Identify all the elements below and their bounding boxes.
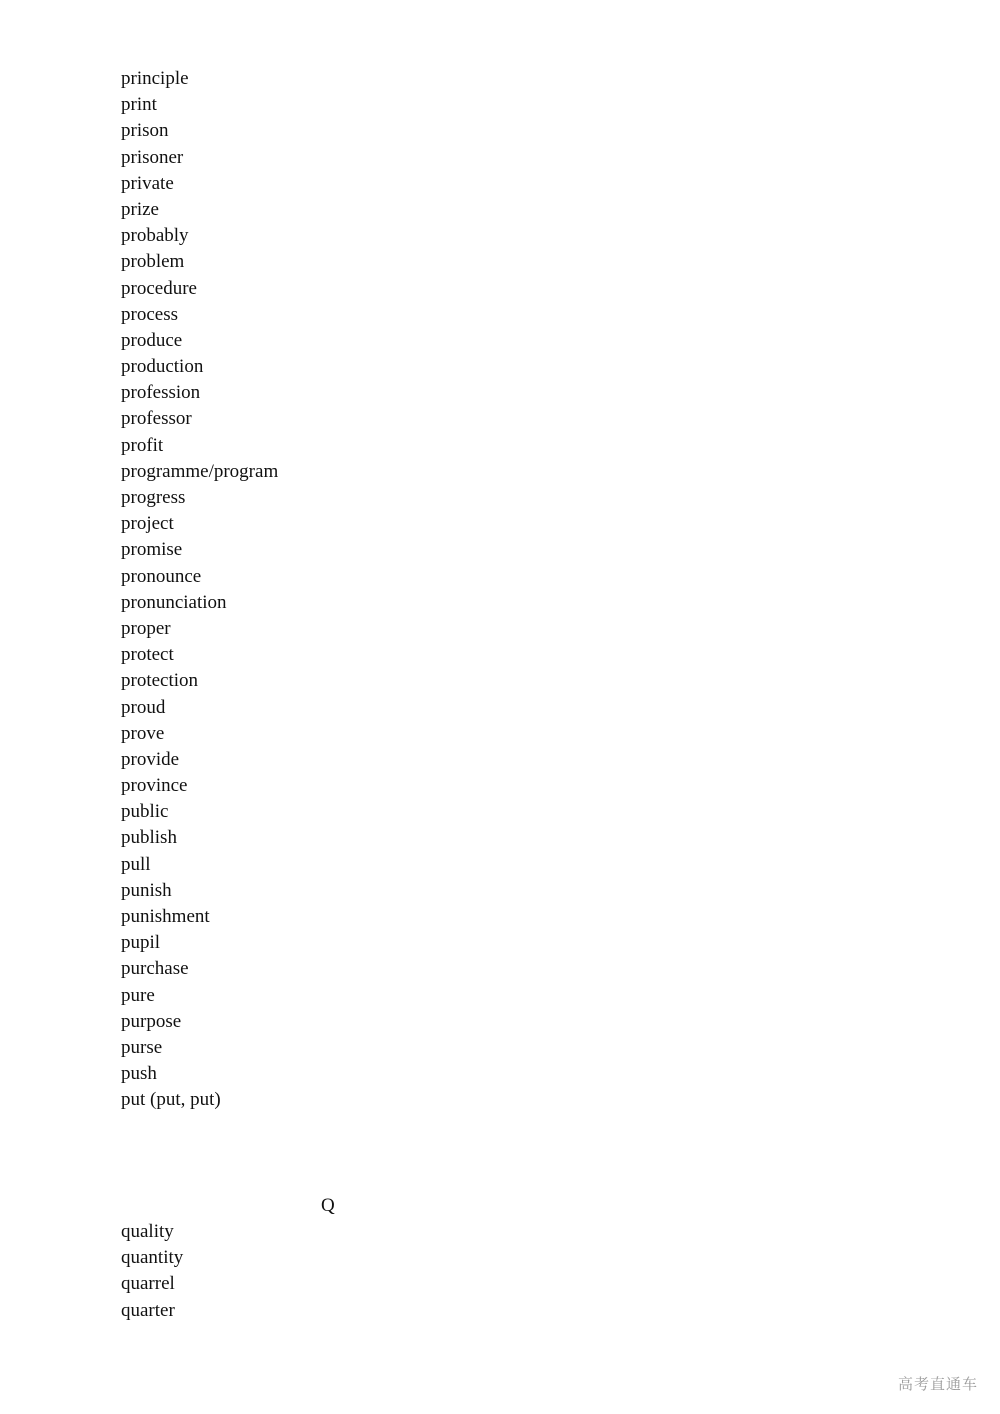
vocabulary-word: prisoner — [121, 146, 184, 168]
vocabulary-word: punish — [121, 879, 172, 901]
vocabulary-word: probably — [121, 225, 189, 247]
vocabulary-word: public — [121, 801, 169, 823]
watermark: 高考直通车 — [897, 1375, 978, 1393]
vocabulary-word: pronounce — [121, 565, 202, 587]
vocabulary-word: publish — [121, 827, 177, 849]
vocabulary-word: promise — [121, 539, 183, 561]
vocabulary-word: put (put, put) — [121, 1089, 221, 1111]
vocabulary-word: pupil — [121, 932, 161, 954]
vocabulary-word: quantity — [121, 1247, 184, 1269]
section-heading-q: Q — [321, 1195, 335, 1216]
p-word-list — [121, 66, 278, 1114]
vocabulary-word: pull — [121, 853, 151, 875]
vocabulary-word: progress — [121, 487, 186, 508]
vocabulary-word: purchase — [121, 958, 189, 980]
vocabulary-word: prison — [121, 120, 169, 142]
vocabulary-word: prize — [121, 198, 159, 220]
vocabulary-word: protection — [121, 670, 199, 692]
vocabulary-word: quality — [121, 1221, 174, 1242]
vocabulary-word: quarter — [121, 1299, 175, 1321]
vocabulary-word: province — [121, 775, 188, 797]
vocabulary-word: punishment — [121, 906, 210, 927]
vocabulary-word: proper — [121, 617, 171, 639]
vocabulary-word: private — [121, 172, 174, 194]
vocabulary-word: proud — [121, 696, 166, 718]
vocabulary-word: purpose — [121, 1010, 182, 1032]
vocabulary-word: profit — [121, 434, 164, 456]
vocabulary-word: provide — [121, 748, 180, 770]
vocabulary-word: production — [121, 356, 204, 378]
vocabulary-word: print — [121, 94, 157, 116]
vocabulary-word: quarrel — [121, 1273, 175, 1295]
vocabulary-word: pronunciation — [121, 591, 227, 613]
vocabulary-word: procedure — [121, 277, 197, 299]
vocabulary-word: profession — [121, 382, 201, 404]
vocabulary-word: project — [121, 513, 174, 535]
vocabulary-word: pure — [121, 984, 155, 1006]
q-word-list — [121, 1219, 183, 1324]
vocabulary-word: push — [121, 1063, 157, 1085]
vocabulary-word: professor — [121, 408, 192, 430]
vocabulary-word: problem — [121, 251, 185, 273]
vocabulary-word: produce — [121, 329, 183, 351]
vocabulary-word: purse — [121, 1036, 163, 1058]
vocabulary-word: programme/program — [121, 460, 279, 482]
vocabulary-word: principle — [121, 68, 189, 89]
vocabulary-word: process — [121, 303, 178, 325]
vocabulary-word: protect — [121, 644, 174, 666]
vocabulary-word: prove — [121, 722, 165, 744]
